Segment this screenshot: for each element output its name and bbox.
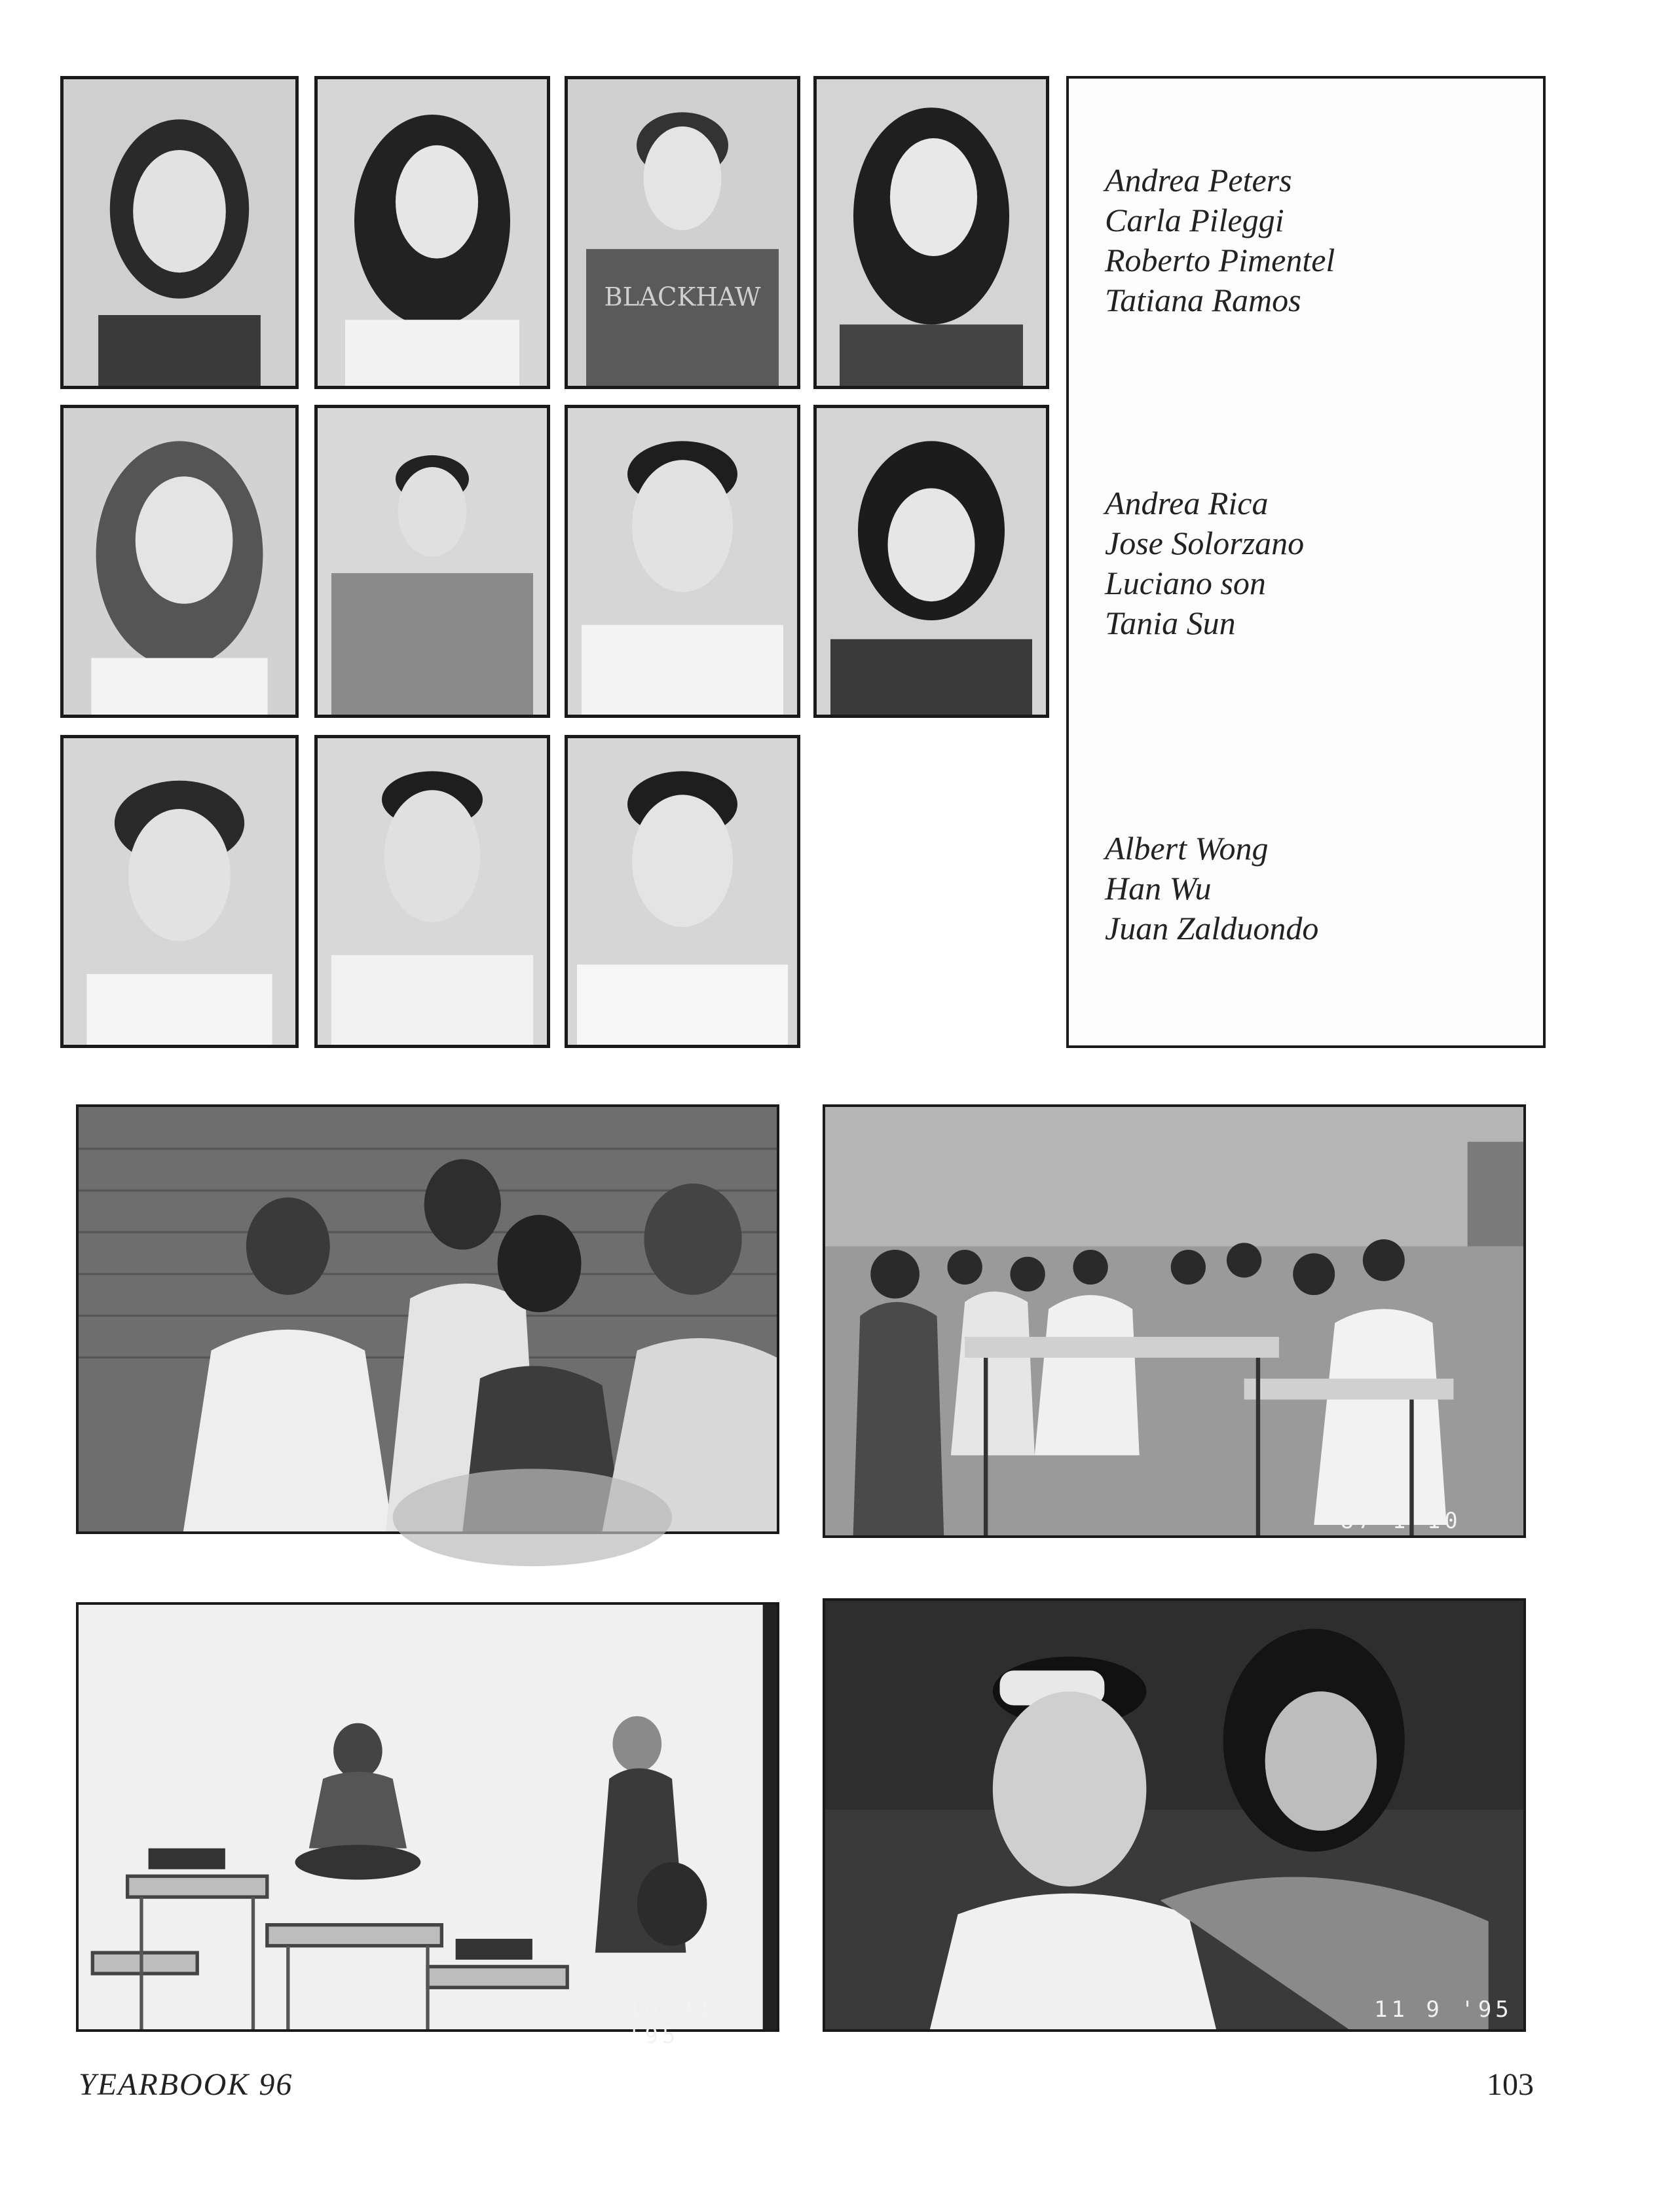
student-name: Andrea Rica: [1105, 485, 1269, 521]
portrait-photo: [314, 735, 550, 1048]
portrait-photo: [60, 735, 299, 1048]
portrait-photo: [314, 76, 550, 389]
student-name: Carla Pileggi: [1105, 202, 1284, 238]
name-group-1: [1105, 160, 1335, 320]
portrait-photo: [60, 76, 299, 389]
portrait-photo: [565, 76, 800, 389]
name-group-3: [1105, 829, 1318, 948]
student-name: Tatiana Ramos: [1105, 282, 1301, 318]
candid-photo-classroom: [823, 1104, 1526, 1538]
photo-datestamp: 11 9 '95: [1374, 1996, 1513, 2023]
portrait-photo: [60, 405, 299, 718]
portrait-photo: [565, 405, 800, 718]
student-name: Roberto Pimentel: [1105, 242, 1335, 278]
page-number: 103: [1487, 2067, 1534, 2102]
portrait-photo: [314, 405, 550, 718]
candid-photo-classroom-desks: [76, 1602, 779, 2049]
candid-photo-students-hallway: [76, 1104, 779, 1534]
student-name: Tania Sun: [1105, 605, 1236, 641]
student-names-panel: [1066, 76, 1546, 1048]
student-name: Han Wu: [1105, 870, 1212, 907]
candid-photo-two-friends: [823, 1598, 1526, 2032]
photo-datestamp: '87 1 10: [1323, 1508, 1462, 1534]
photo-datestamp: 10 31 '95: [627, 1996, 715, 2049]
portrait-photo: [565, 735, 800, 1048]
student-name: Andrea Peters: [1105, 162, 1292, 198]
student-name: Albert Wong: [1105, 830, 1269, 867]
student-name: Luciano son: [1105, 565, 1266, 601]
portrait-photo: [813, 76, 1049, 389]
student-name: Juan Zalduondo: [1105, 910, 1319, 947]
publication-title: YEARBOOK 96: [79, 2067, 293, 2102]
portrait-photo: [813, 405, 1049, 718]
svg-text:BLACKHAW: BLACKHAW: [604, 282, 761, 312]
name-group-2: [1105, 483, 1304, 643]
student-name: Jose Solorzano: [1105, 525, 1305, 561]
